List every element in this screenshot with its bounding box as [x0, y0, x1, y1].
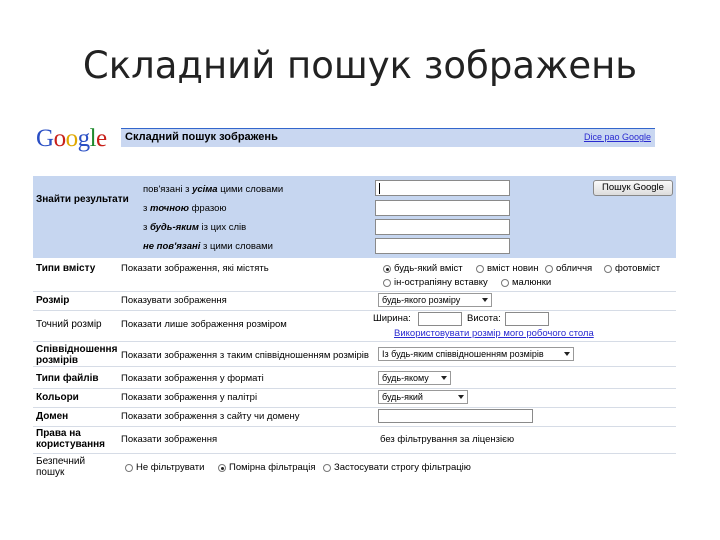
content-any-label: будь-який вміст	[394, 263, 463, 274]
page-title: Складний пошук зображень	[125, 131, 278, 143]
row-divider	[33, 453, 676, 454]
size-select-value: будь-якого розміру	[382, 295, 461, 305]
content-any-radio[interactable]	[383, 265, 391, 273]
colors-label: Кольори	[36, 392, 79, 403]
colors-desc: Показати зображення у палітрі	[121, 392, 258, 403]
advanced-image-search-screenshot	[33, 122, 676, 480]
domain-input[interactable]	[378, 409, 533, 423]
domain-desc: Показати зображення з сайту чи домену	[121, 411, 300, 422]
exact-phrase-input[interactable]	[375, 200, 510, 216]
row-divider	[33, 341, 676, 342]
content-news-label: вміст новин	[487, 263, 539, 274]
chevron-down-icon	[441, 376, 447, 380]
safe-moderate-label: Помірна фільтрація	[229, 462, 316, 473]
content-faces-label: обличчя	[556, 263, 593, 274]
all-words-input[interactable]	[375, 180, 510, 196]
file-type-select-value: будь-якому	[382, 373, 429, 383]
safe-strict-radio[interactable]	[323, 464, 331, 472]
without-words-input[interactable]	[375, 238, 510, 254]
row-divider	[33, 366, 676, 367]
content-news-radio[interactable]	[476, 265, 484, 273]
any-words-label: з будь-яким із цих слів	[143, 222, 247, 233]
aspect-ratio-label: Співвідношення розмірів	[36, 344, 118, 366]
content-photo-label: фотовміст	[615, 263, 661, 274]
row-divider	[33, 310, 676, 311]
safe-strict-label: Застосувати строгу фільтрацію	[334, 462, 471, 473]
content-clipart-radio[interactable]	[383, 279, 391, 287]
google-logo: Google	[36, 125, 107, 152]
file-type-select[interactable]	[378, 371, 451, 385]
exact-size-label: Точний розмір	[36, 319, 102, 330]
row-divider	[33, 426, 676, 427]
aspect-ratio-select[interactable]	[378, 347, 574, 361]
exact-phrase-label: з точною фразою	[143, 203, 227, 214]
safe-off-radio[interactable]	[125, 464, 133, 472]
content-types-label: Типи вмісту	[36, 263, 96, 274]
chevron-down-icon	[482, 298, 488, 302]
find-results-section	[33, 176, 676, 258]
aspect-select-value: Із будь-яким співвідношенням розмірів	[382, 349, 544, 359]
content-lineart-label: малюнки	[512, 277, 552, 288]
content-faces-radio[interactable]	[545, 265, 553, 273]
size-select[interactable]	[378, 293, 492, 307]
content-lineart-radio[interactable]	[501, 279, 509, 287]
exact-size-desc: Показати лише зображення розміром	[121, 319, 287, 330]
size-label: Розмір	[36, 295, 70, 306]
chevron-down-icon	[458, 395, 464, 399]
without-words-label: не пов'язані з цими словами	[143, 241, 273, 252]
safe-moderate-radio[interactable]	[218, 464, 226, 472]
header-bar	[121, 128, 655, 147]
row-divider	[33, 291, 676, 292]
aspect-ratio-desc: Показати зображення з таким співвідношенням розмірів	[121, 350, 369, 361]
row-divider	[33, 388, 676, 389]
any-words-input[interactable]	[375, 219, 510, 235]
file-types-desc: Показати зображення у форматі	[121, 373, 264, 384]
file-types-label: Типи файлів	[36, 373, 99, 384]
content-clipart-label: ін-острапіяну вставку	[394, 277, 488, 288]
slide-title: Складний пошук зображень	[82, 44, 638, 87]
about-google-link[interactable]: Dice pao Google	[583, 132, 651, 142]
size-desc: Показувати зображення	[121, 295, 227, 306]
safe-search-label: Безпечний пошук	[36, 456, 86, 478]
all-words-label: пов'язані з усіма цими словами	[143, 184, 284, 195]
content-types-desc: Показати зображення, які містять	[121, 263, 269, 274]
height-input[interactable]	[505, 312, 549, 326]
width-input[interactable]	[418, 312, 462, 326]
usage-rights-desc: Показати зображення	[121, 434, 218, 445]
content-photo-radio[interactable]	[604, 265, 612, 273]
row-divider	[33, 407, 676, 408]
color-select-value: будь-який	[382, 392, 423, 402]
use-desktop-size-link[interactable]: Використовувати розмір мого робочого стола	[394, 328, 594, 339]
search-button[interactable]: Пошук Google	[593, 180, 673, 196]
width-label: Ширина:	[373, 313, 411, 324]
find-results-label: Знайти результати	[36, 194, 129, 205]
usage-rights-value[interactable]: без фільтрування за ліцензією	[380, 434, 515, 445]
chevron-down-icon	[564, 352, 570, 356]
height-label: Висота:	[467, 313, 501, 324]
domain-label: Домен	[36, 411, 69, 422]
color-select[interactable]	[378, 390, 468, 404]
usage-rights-label: Права на користування	[36, 428, 105, 450]
safe-off-label: Не фільтрувати	[136, 462, 205, 473]
